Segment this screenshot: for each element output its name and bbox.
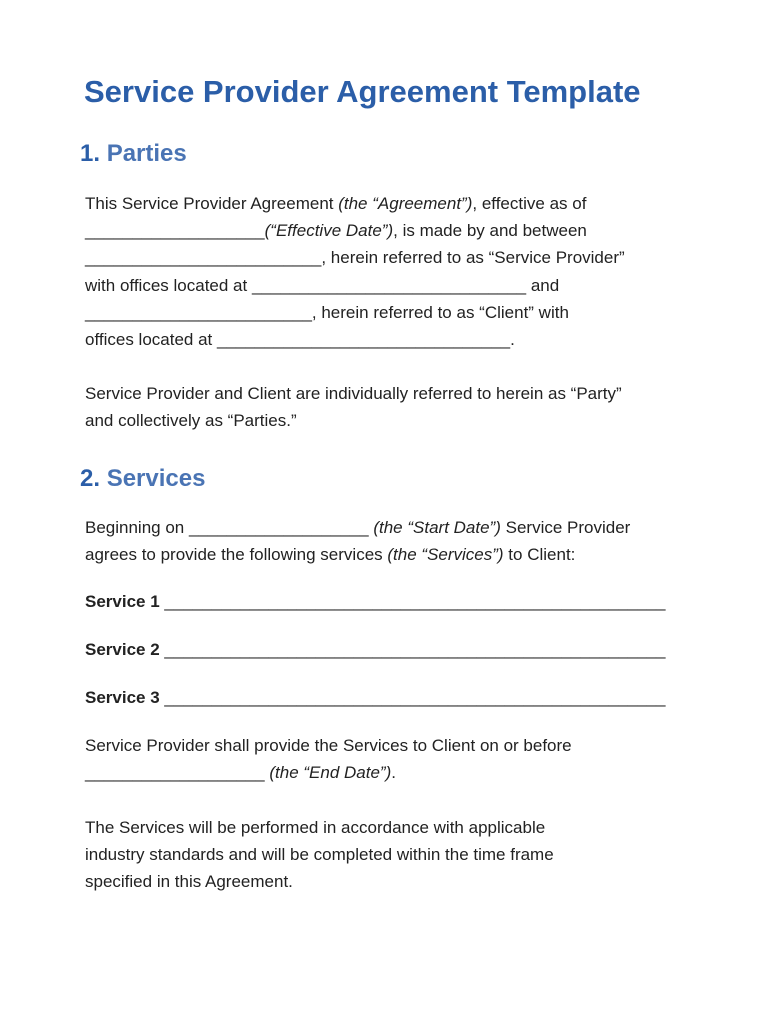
section-number: 2.	[80, 465, 101, 492]
document-title: Service Provider Agreement Template	[84, 74, 641, 109]
end-date-blank: ___________________	[85, 763, 270, 783]
paragraph-line: _________________________, herein referred to as “Service Provider”	[85, 248, 625, 268]
text-run: Service Provider	[500, 518, 631, 537]
text-run: .	[391, 763, 396, 783]
text-run: to Client:	[503, 545, 576, 565]
parties-definition-paragraph	[85, 380, 685, 434]
section-title: Parties	[106, 140, 187, 167]
parties-paragraph	[85, 190, 685, 353]
paragraph-line	[85, 514, 685, 541]
end-date-term: (the “End Date”)	[269, 763, 392, 783]
section-heading-services	[80, 465, 205, 493]
text-run: This Service Provider Agreement	[85, 194, 339, 213]
paragraph-line: and collectively as “Parties.”	[85, 411, 297, 431]
services-intro-paragraph	[85, 514, 685, 568]
service-blank: _____________________________________________________	[159, 688, 666, 707]
service-label: Service 2	[85, 640, 160, 659]
paragraph-line: specified in this Agreement.	[85, 872, 293, 892]
paragraph-line: Service Provider shall provide the Services to Client on or before	[85, 736, 572, 755]
text-run: Beginning on ___________________	[85, 518, 374, 537]
agreement-term: (the “Agreement”)	[338, 194, 473, 213]
paragraph-line: ________________________, herein referred to as “Client” with	[85, 302, 569, 322]
text-run: agrees to provide the following services	[85, 545, 388, 565]
paragraph-line	[85, 190, 685, 217]
section-heading-parties	[80, 140, 187, 168]
service-blank: _____________________________________________________	[159, 592, 666, 611]
service-3-line	[85, 686, 681, 710]
service-1-line	[85, 590, 681, 614]
text-run: , effective as of	[472, 194, 587, 213]
standards-paragraph	[85, 814, 685, 896]
service-label: Service 3	[85, 688, 160, 707]
paragraph-line	[85, 759, 685, 786]
text-run: , is made by and between	[393, 221, 587, 241]
paragraph-line	[85, 217, 685, 244]
section-title: Services	[106, 465, 206, 492]
paragraph-line: Service Provider and Client are individually referred to herein as “Party”	[85, 384, 622, 403]
service-blank: _____________________________________________________	[159, 640, 666, 659]
paragraph-line: offices located at _______________________________.	[85, 330, 515, 350]
section-number: 1.	[80, 140, 101, 167]
start-date-term: (the “Start Date”)	[373, 518, 501, 537]
paragraph-line: The Services will be performed in accordance with applicable	[85, 818, 546, 837]
paragraph-line	[85, 541, 685, 568]
effective-date-blank: ___________________	[85, 221, 265, 241]
end-date-paragraph	[85, 732, 685, 786]
services-term: (the “Services”)	[387, 545, 504, 565]
service-2-line	[85, 638, 681, 662]
paragraph-line: with offices located at _____________________________ and	[85, 275, 560, 295]
paragraph-line: industry standards and will be completed within the time frame	[85, 845, 554, 865]
effective-date-term: (“Effective Date”)	[264, 221, 394, 241]
service-label: Service 1	[85, 592, 160, 611]
